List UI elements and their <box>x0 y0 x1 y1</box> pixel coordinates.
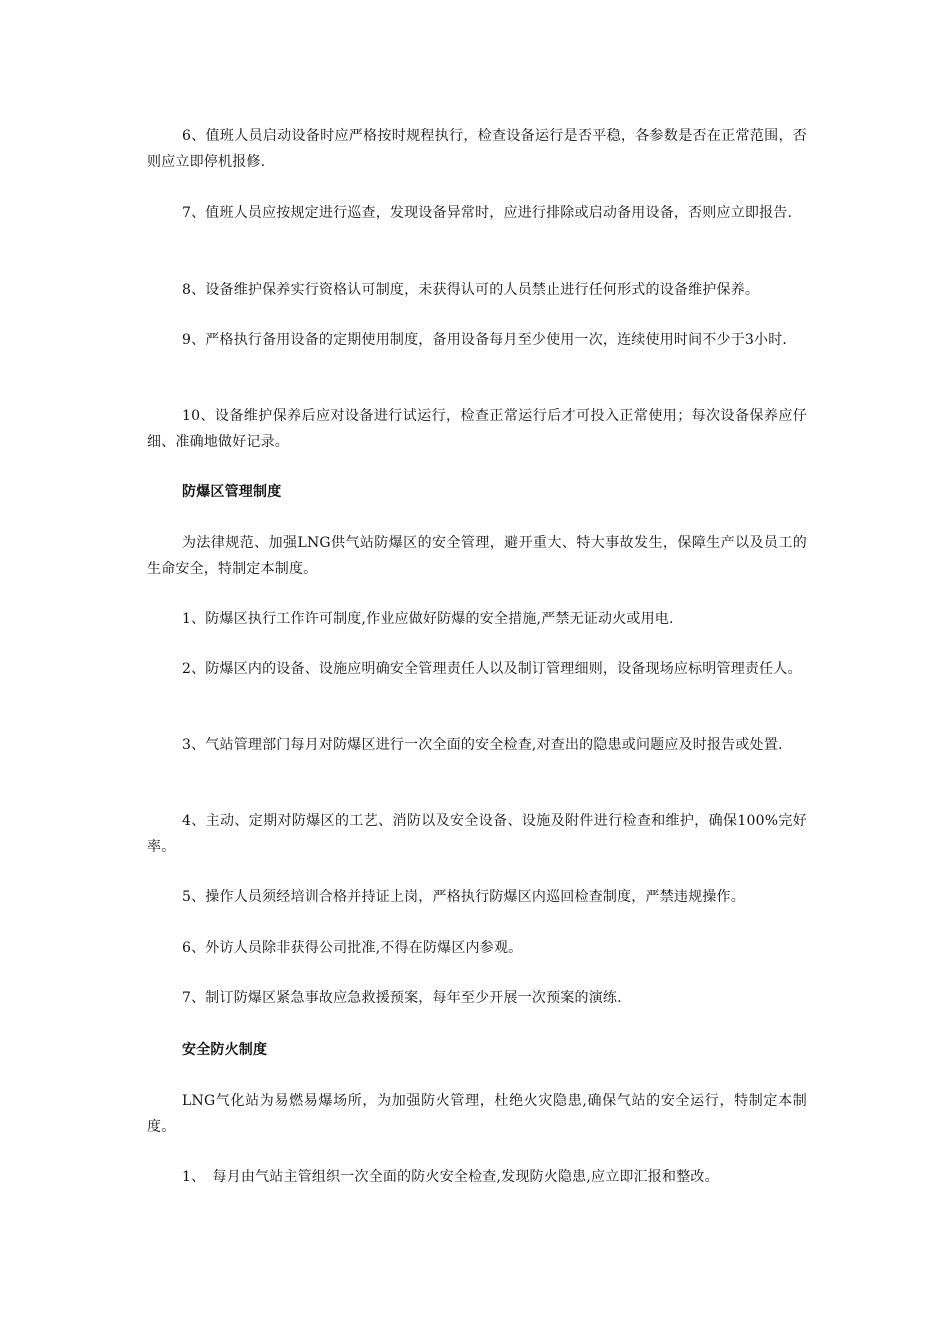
rule-paragraph: 4、主动、定期对防爆区的工艺、消防以及安全设备、设施及附件进行检查和维护，确保100%完好率。 <box>147 813 807 855</box>
rule-paragraph: 9、严格执行备用设备的定期使用制度，备用设备每月至少使用一次，连续使用时间不少于3小时. <box>182 332 788 348</box>
rule-paragraph: 1、防爆区执行工作许可制度,作业应做好防爆的安全措施,严禁无证动火或用电. <box>182 611 674 627</box>
section-heading-explosion-zone: 防爆区管理制度 <box>182 484 282 500</box>
rule-paragraph: 8、设备维护保养实行资格认可制度，未获得认可的人员禁止进行任何形式的设备维护保养。 <box>182 282 760 298</box>
section-heading-fire-safety: 安全防火制度 <box>182 1042 268 1058</box>
rule-paragraph: 7、制订防爆区紧急事故应急救援预案，每年至少开展一次预案的演练. <box>182 990 622 1006</box>
rule-paragraph: 5、操作人员须经培训合格并持证上岗，严格执行防爆区内巡回检查制度，严禁违规操作。 <box>182 889 745 905</box>
rule-paragraph: 6、值班人员启动设备时应严格按时规程执行，检查设备运行是否平稳，各参数是否在正常范围，否则应立即停机报修. <box>147 128 807 170</box>
section-intro: 为法律规范、加强LNG供气站防爆区的安全管理，避开重大、特大事故发生，保障生产以及员工的生命安全，特制定本制度。 <box>147 535 807 577</box>
rule-paragraph: 10、设备维护保养后应对设备进行试运行，检查正常运行后才可投入正常使用；每次设备保养应仔细、准确地做好记录。 <box>147 408 807 450</box>
rule-paragraph: 2、防爆区内的设备、设施应明确安全管理责任人以及制订管理细则，设备现场应标明管理责任人。 <box>182 661 802 677</box>
rule-paragraph: 7、值班人员应按规定进行巡查，发现设备异常时，应进行排除或启动备用设备，否则应立即报告. <box>182 205 793 221</box>
section-intro: LNG气化站为易燃易爆场所，为加强防火管理，杜绝火灾隐患,确保气站的安全运行，特制定本制度。 <box>147 1093 807 1135</box>
rule-paragraph: 3、气站管理部门每月对防爆区进行一次全面的安全检查,对查出的隐患或问题应及时报告或处置. <box>182 737 783 753</box>
rule-paragraph: 1、 每月由气站主管组织一次全面的防火安全检查,发现防火隐患,应立即汇报和整改。 <box>182 1169 719 1185</box>
rule-paragraph: 6、外访人员除非获得公司批准,不得在防爆区内参观。 <box>182 940 523 956</box>
